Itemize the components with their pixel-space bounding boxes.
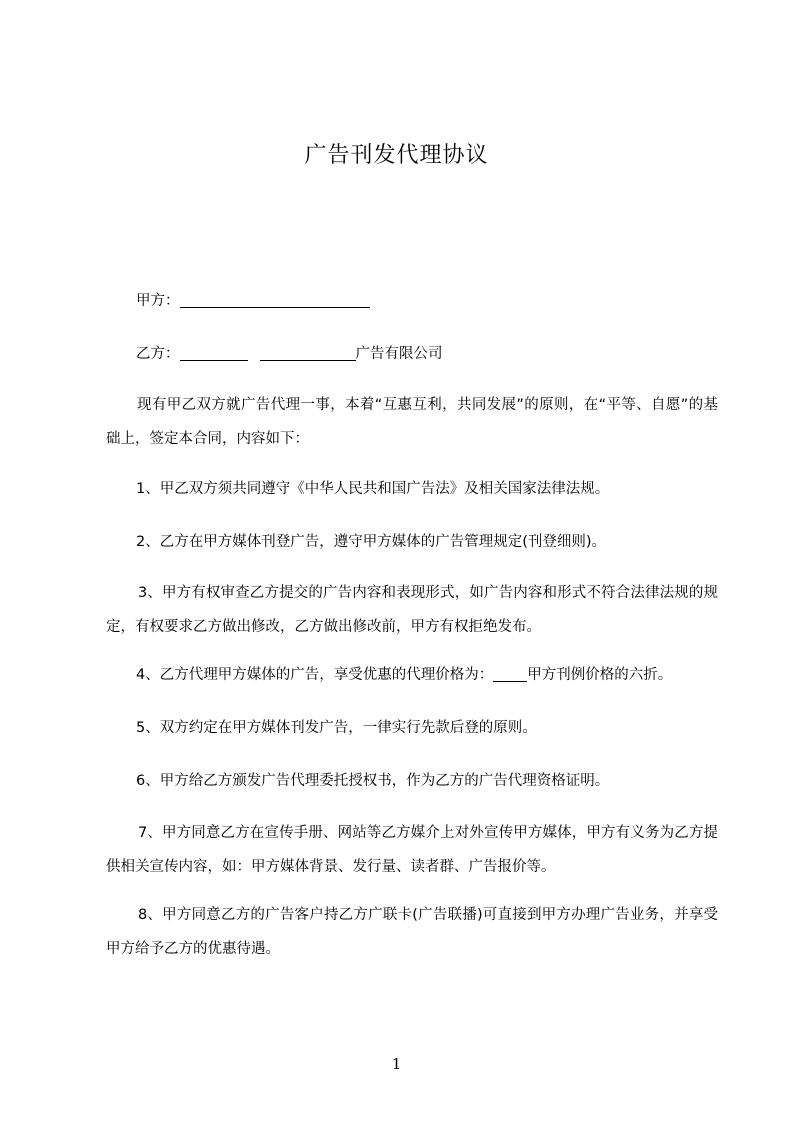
party-b-label: 乙方： <box>136 346 180 362</box>
party-b-suffix: 广告有限公司 <box>355 346 443 362</box>
party-a-label: 甲方： <box>136 293 180 309</box>
party-b-blank-2 <box>260 344 356 361</box>
party-a-line <box>106 284 748 318</box>
party-b-line <box>106 337 748 371</box>
clause-1: 1、甲乙双方须共同遵守《中华人民共和国广告法》及相关国家法律法规。 <box>136 481 610 497</box>
clause-2: 2、乙方在甲方媒体刊登广告，遵守甲方媒体的广告管理规定(刊登细则)。 <box>136 534 607 550</box>
clause-5: 5、双方约定在甲方媒体刊发广告，一律实行先款后登的原则。 <box>136 720 537 736</box>
clause-7: 7、甲方同意乙方在宣传手册、网站等乙方媒介上对外宣传甲方媒体，甲方有义务为乙方提供相关宣传内容，如：甲方媒体背景、发行量、读者群、广告报价等。 <box>106 825 718 875</box>
party-b-blank-1 <box>180 344 248 361</box>
page-number: 1 <box>391 1055 402 1073</box>
clause-6: 6、甲方给乙方颁发广告代理委托授权书，作为乙方的广告代理资格证明。 <box>136 773 610 789</box>
clause-8: 8、甲方同意乙方的广告客户持乙方广联卡(广告联播)可直接到甲方办理广告业务，并享受甲方给予乙方的优惠待遇。 <box>106 907 718 957</box>
clause-4-blank <box>493 665 527 682</box>
clause-4-suffix: 甲方刊例价格的六折。 <box>527 667 673 683</box>
clause-4-prefix: 4、乙方代理甲方媒体的广告，享受优惠的代理价格为： <box>136 667 494 683</box>
party-a-blank <box>180 291 370 308</box>
document-title: 广告刊发代理协议 <box>304 143 489 168</box>
intro-paragraph: 现有甲乙双方就广告代理一事，本着“互惠互利，共同发展”的原则，在“平等、自愿”的基础上，签定本合同，内容如下： <box>106 397 718 447</box>
clause-3: 3、甲方有权审查乙方提交的广告内容和表现形式，如广告内容和形式不符合法律法规的规定，有权要求乙方做出修改，乙方做出修改前，甲方有权拒绝发布。 <box>106 585 718 635</box>
clause-4 <box>106 658 748 692</box>
